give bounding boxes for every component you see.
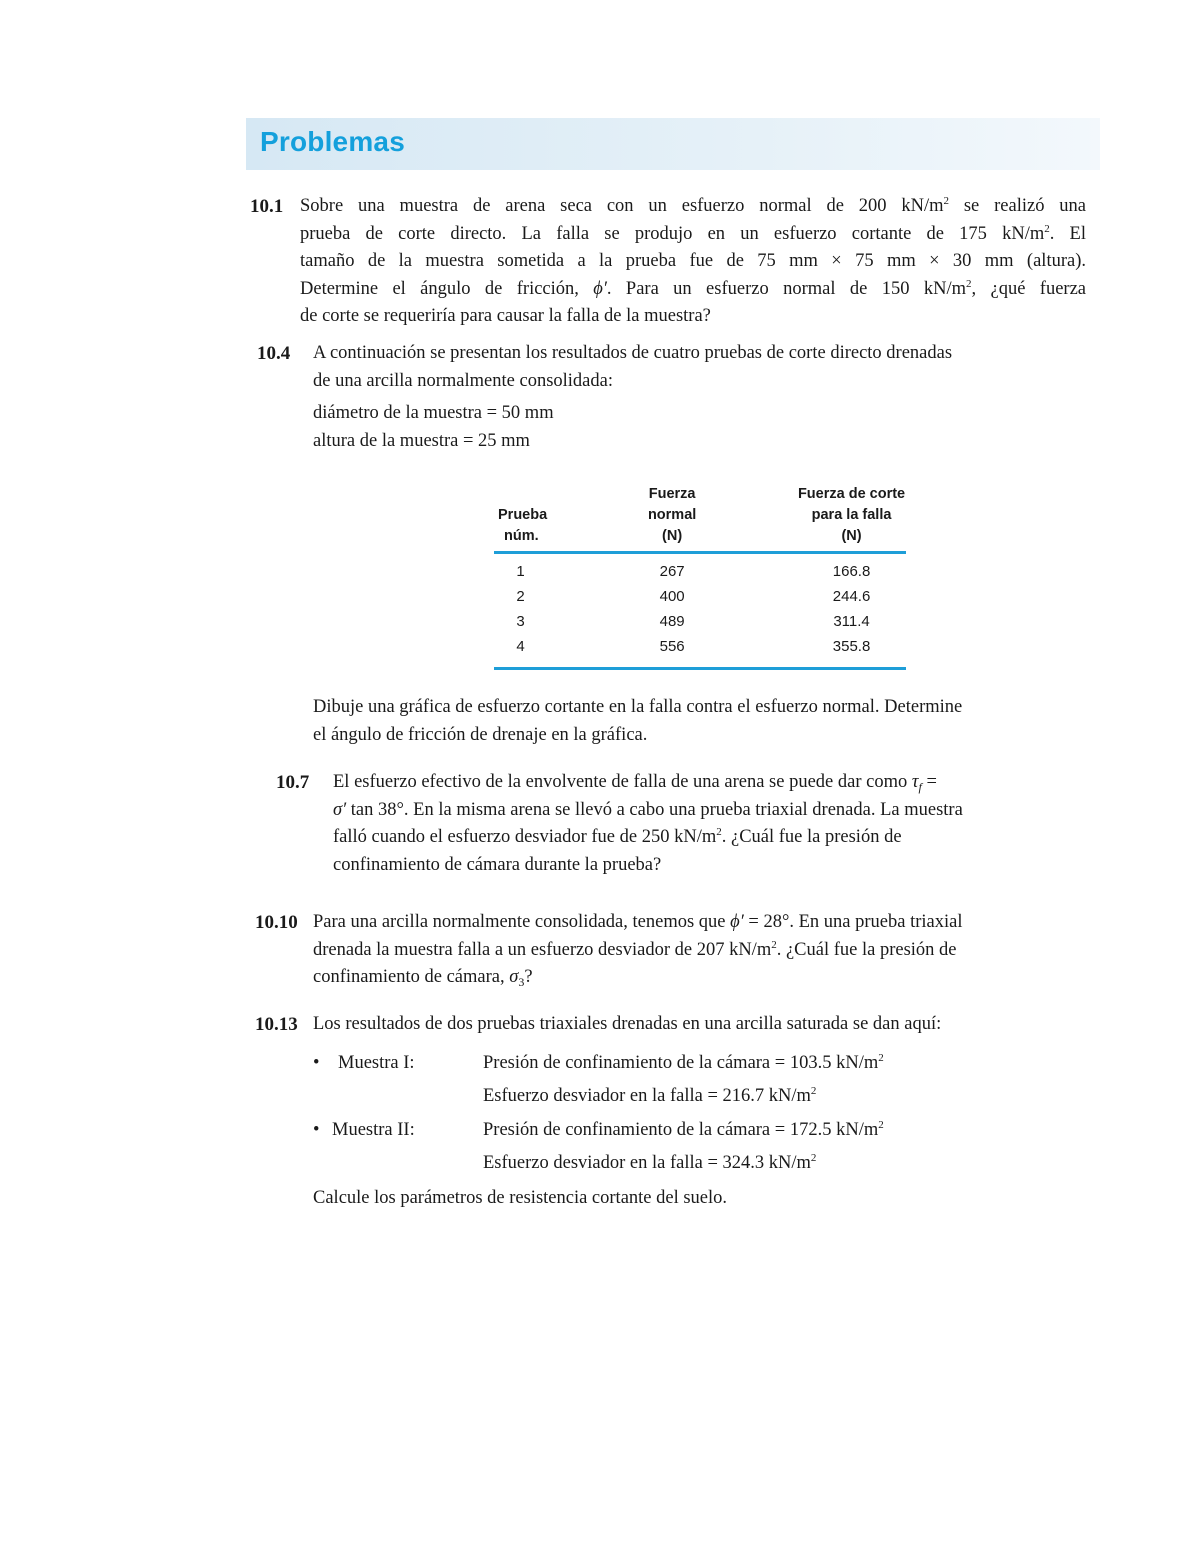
text-line: prueba de corte directo. La falla se produjo en un esfuerzo cortante de 175 $kN/m^2$. El — [300, 222, 1086, 244]
text-line: Sobre una muestra de arena seca con un esfuerzo normal de 200 $kN/m^2$ se realizó una — [300, 195, 1086, 216]
section-title: Problemas — [260, 126, 405, 157]
text-line: confinamiento de cámara durante la prueba? — [333, 854, 662, 875]
problem-10-13-closing — [313, 1185, 727, 1213]
problem-number: 10.7 — [276, 772, 310, 793]
cell-normal: 556 — [547, 634, 797, 669]
sample-height: altura de la muestra = 25 mm — [313, 430, 530, 451]
table-row — [494, 553, 906, 585]
table-row — [494, 609, 906, 634]
sample-label: Muestra II: — [332, 1120, 415, 1140]
text-line: Calcule los parámetros de resistencia cortante del suelo. — [313, 1188, 728, 1208]
text-line: falló cuando el esfuerzo desviador fue de 250 $kN/m^2$. ¿Cuál fue la presión de — [333, 826, 902, 847]
sample-dimensions — [313, 400, 554, 455]
text-line: el ángulo de fricción de drenaje en la gráfica. — [313, 724, 648, 745]
sample-label: Muestra I: — [338, 1053, 415, 1073]
sample-diameter: diámetro de la muestra = 50 mm — [313, 403, 554, 423]
cell-shear: 166.8 — [832, 563, 871, 580]
sigma-symbol: σ — [509, 967, 519, 987]
text-line: confinamiento de cámara, $\sigma_3$? — [313, 967, 533, 989]
text-line: de una arcilla normalmente consolidada: — [313, 370, 613, 391]
table-row — [494, 584, 906, 609]
cell-normal: 400 — [659, 588, 685, 605]
problem-number: 10.10 — [255, 912, 298, 933]
phi-symbol: ϕ′ — [593, 278, 607, 299]
sample-deviator: Esfuerzo desviador en la falla = 216.7 $kN/m^2$ — [483, 1085, 817, 1106]
sigma-prime-symbol: σ′ — [333, 799, 347, 820]
test-results-table — [494, 484, 906, 670]
header-normal-force: Fuerza normal (N) — [547, 484, 797, 553]
text-line: σ′ tan 38°. En la misma arena se llevó a cabo una prueba triaxial drenada. La muestra — [333, 799, 963, 820]
problem-number: 10.4 — [257, 343, 291, 364]
header-test-number: Prueba núm. — [494, 484, 547, 553]
problem-10-7-text — [333, 769, 1093, 879]
cell-test: 1 — [516, 563, 525, 580]
problem-number: 10.13 — [255, 1014, 298, 1035]
problem-10-13-intro — [313, 1011, 941, 1039]
problem-10-4-instruction — [313, 694, 1093, 749]
text-line: de corte se requeriría para causar la falla de la muestra? — [300, 306, 711, 326]
cell-normal: 489 — [659, 613, 685, 630]
text-line: A continuación se presentan los resultados de cuatro pruebas de corte directo drenadas — [313, 343, 953, 363]
header-shear-force: Fuerza de corte para la falla (N) — [797, 484, 906, 553]
bullet-icon: • — [313, 1053, 320, 1073]
text-line: drenada la muestra falla a un esfuerzo desviador de 207 $kN/m^2$. ¿Cuál fue la presión de — [313, 938, 957, 960]
cell-shear: 244.6 — [832, 588, 871, 605]
sample-confinement: Presión de confinamiento de la cámara = 103.5 $kN/m^2$ — [483, 1052, 884, 1073]
sample-deviator: Esfuerzo desviador en la falla = 324.3 $kN/m^2$ — [483, 1152, 817, 1173]
phi-symbol: ϕ′ — [730, 912, 744, 932]
problem-number: 10.1 — [250, 196, 284, 217]
text-line: tamaño de la muestra sometida a la prueba fue de 75 mm × 75 mm × 30 mm (altura). — [300, 251, 1086, 271]
section-banner — [246, 118, 1100, 170]
sample-confinement: Presión de confinamiento de la cámara = 172.5 $kN/m^2$ — [483, 1119, 884, 1140]
table-row — [494, 634, 906, 669]
text-line: Para una arcilla normalmente consolidada, tenemos que ϕ′ = 28°. En una prueba triaxial — [313, 912, 963, 932]
cell-test: 3 — [516, 613, 525, 630]
cell-normal: 267 — [659, 563, 685, 580]
cell-test: 4 — [494, 634, 547, 669]
problem-10-10-text — [313, 909, 1093, 992]
cell-shear: 311.4 — [833, 613, 870, 630]
cell-shear: 355.8 — [797, 634, 906, 669]
cell-test: 2 — [516, 588, 525, 605]
text-line: Los resultados de dos pruebas triaxiales drenadas en una arcilla saturada se dan aquí: — [313, 1014, 942, 1034]
table-header-row — [494, 484, 906, 553]
text-line: Determine el ángulo de fricción, ϕ′. Para un esfuerzo normal de 150 $kN/m^2$, ¿qué fuerza — [300, 277, 1086, 299]
bullet-icon: • — [313, 1120, 320, 1140]
text-line: Dibuje una gráfica de esfuerzo cortante en la falla contra el esfuerzo normal. Determine — [313, 697, 963, 717]
problem-10-1-text — [300, 193, 1086, 331]
tau-symbol: τ — [911, 772, 919, 792]
text-line: El esfuerzo efectivo de la envolvente de falla de una arena se puede dar como $\tau_f$ = — [333, 772, 937, 794]
problem-10-4-text — [313, 340, 1083, 395]
